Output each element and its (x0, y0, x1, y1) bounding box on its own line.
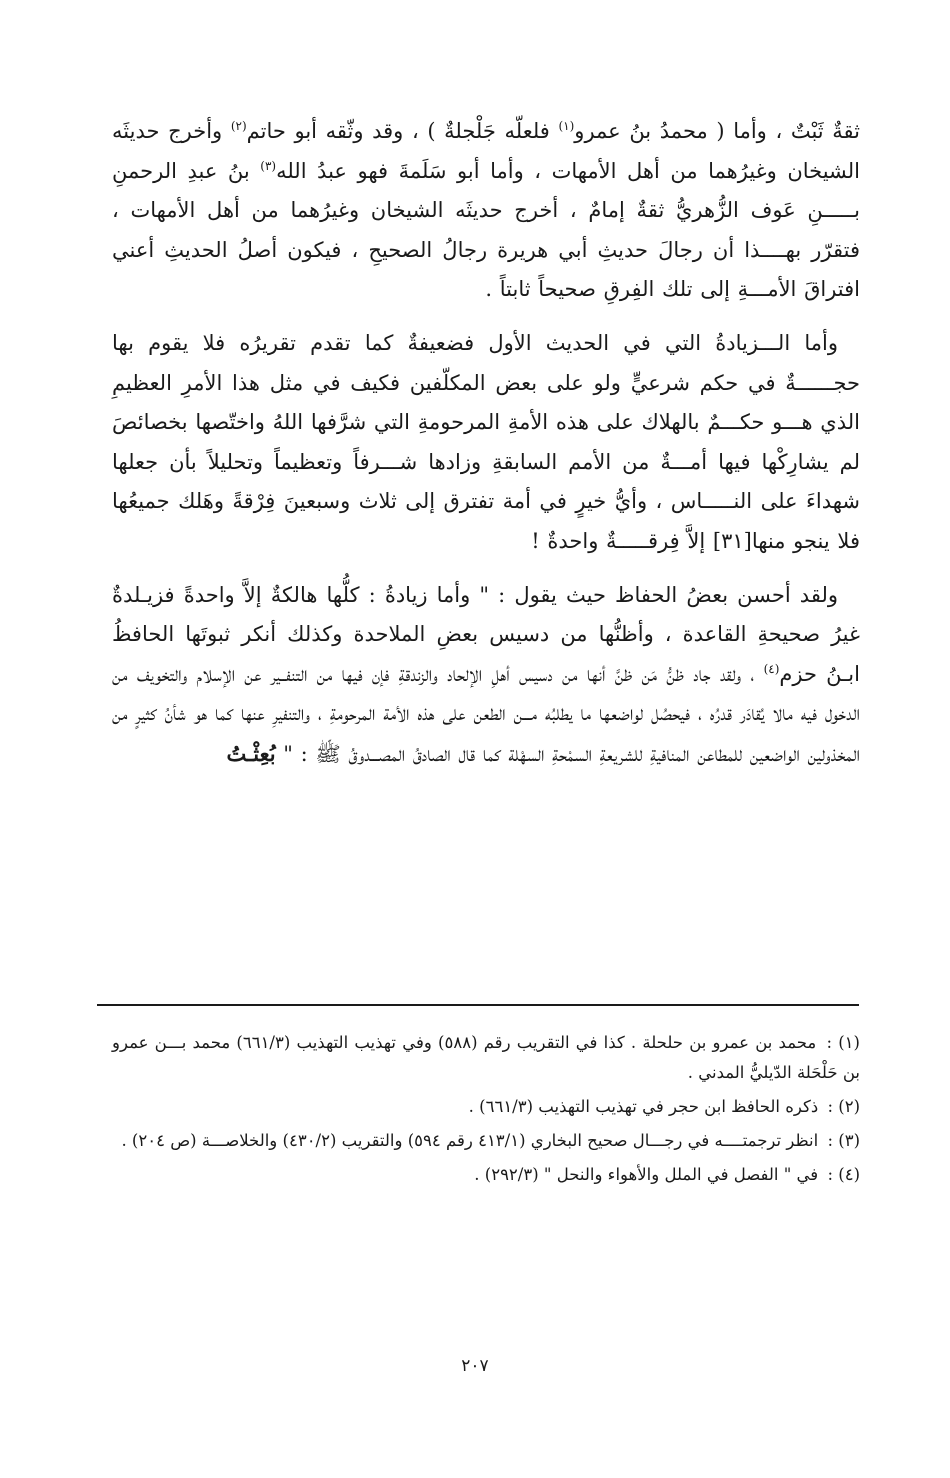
footnote-1 (112, 1028, 860, 1088)
paragraph-2 (112, 324, 860, 562)
text-run: وأخرج حديثَه الشيخان وغيرُهما من أهل الأمهات ، وأما أبو سَلَمةَ فهو عبدُ الله (112, 119, 860, 183)
footnote-marker: (١) : (826, 1033, 860, 1052)
paragraph-3 (112, 576, 860, 775)
footnote-text: في " الفصل في الملل والأهواء والنحل " (٢٩٢/٣) . (474, 1165, 819, 1184)
text-run: ، ولقد جاد ظنُّ مَن ظنَّ أنها من دسيس أهلِ الإلحاد والزندقةِ فإن فيها من التنفــير عن الإسلام والتخويف من الدخول فيه مالا يُقادَر قدرُه ، فيحصُل لواضعها ما يطلبُه مـــن الطعن على هذه الأمة المرحومةِ ، والتنفيرِ عنها كما هو شأنُ كثيرٍ من المخذولين الواضعين للمطاعن المنافيةِ للشريعةِ السمْحةِ السهْلة كما قال الصادقُ المصـــدوقُ ﷺ : " (112, 661, 860, 766)
text-run: وأما الـــزيادةُ التي في الحديث الأول فضعيفةٌ كما تقدم تقريرُه فلا يقوم بها حجــــــةٌ في حكم شرعيٍّ ولو على بعض المكلّفين فكيف في مثل هذا الأمرِ العظيمِ الذي هـــو حكـــمٌ بالهلاك على هذه الأمةِ المرحومةِ التي شرَّفها اللهُ واختّصها بخصائصَ لم يشارِكْها فيها أمـــةٌ من الأمم السابقةِ وزادها شـــرفاً وتعظيماً وتحليلاً بأن جعلها شهداءَ على النـــــاس ، وأيُّ خيرٍ في أمة تفترق إلى ثلاث وسبعينَ فِرْقةً وهَلك جميعُها فلا ينجو منها[٣١] إلاَّ فِرقـــــةٌ واحدةٌ ! (112, 330, 860, 553)
text-run: ثقةٌ ثَبْتٌ ، وأما ( محمدُ بنُ عمرو (574, 119, 861, 143)
text-run: ولقد أحسن بعضُ الحفاظ حيث يقول : " وأما زيادةُ : كلُّها هالكةٌ إلاَّ واحدةً فزيـلدةٌ غيرُ صحيحةِ القاعدة ، وأظنُّها من دسيس بعضِ الملاحدة وكذلك أنكر ثبوتَها الحافظُ ابـنُ حزم (112, 582, 860, 686)
footnote-marker: (٣) : (827, 1131, 860, 1150)
footnote-marker: (٤) : (827, 1165, 860, 1184)
paragraph-1 (112, 112, 860, 310)
footnote-reference: (٢) (230, 119, 247, 133)
footnotes-section (112, 1028, 860, 1194)
footnote-4 (112, 1160, 860, 1190)
footnote-3 (112, 1126, 860, 1156)
footnote-text: ذكره الحافظ ابن حجر في تهذيب التهذيب (٦٦١/٣) . (468, 1097, 819, 1116)
page-number: ٢٠٧ (461, 1356, 489, 1376)
footnote-2 (112, 1092, 860, 1122)
main-body-text (112, 112, 860, 789)
footnote-reference: (٤) (763, 661, 780, 676)
footnote-reference: (١) (558, 119, 575, 133)
text-run: بنُ عبدِ الرحمنِ بـــــنِ عَوف الزُّهريُّ ثقةٌ إمامٌ ، أخرج حديثَه الشيخان وغيرُهما من أهل الأمهات ، فتقرّر بهــــذا أن رجالَ حديثِ أبي هريرة رجالُ الصحيحِ ، فيكون أصلُ الحديثِ أعني افتراقَ الأمـــةِ إلى تلك الفِرقِ صحيحاً ثابتاً . (112, 158, 860, 302)
text-run: فلعلّه جَلْجلةٌ ) ، وقد وثّقه أبو حاتم (246, 119, 559, 143)
footnote-text: انظر ترجمتــــه في رجـــال صحيح البخاري (٤١٣/١ رقم ٥٩٤) والتقريب (٤٣٠/٢) والخلاصـــة (ص ٢٠٤) . (121, 1131, 819, 1150)
bold-text-run: بُعِثْـتُ (226, 740, 276, 766)
footnote-text: محمد بن عمرو بن حلحلة . كذا في التقريب رقم (٥٨٨) وفي تهذيب التهذيب (٦٦١/٣) محمد بـــن عمرو بن حَلْحَلة الدّيليُّ المدني . (112, 1033, 860, 1082)
footnote-separator-line (97, 1004, 859, 1006)
footnote-marker: (٢) : (827, 1097, 860, 1116)
footnote-reference: (٣) (260, 158, 277, 173)
